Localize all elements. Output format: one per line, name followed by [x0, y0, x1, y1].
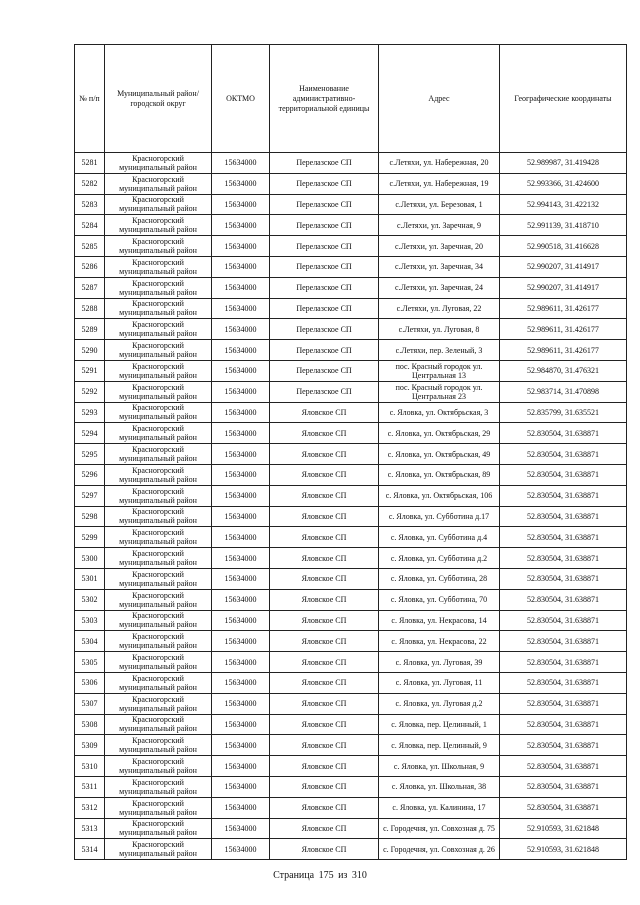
cell-district: Красногорский муниципальный район	[105, 756, 212, 777]
cell-address: пос. Красный городок ул. Центральная 23	[379, 381, 500, 402]
cell-unit: Перелазское СП	[270, 277, 379, 298]
cell-district: Красногорский муниципальный район	[105, 589, 212, 610]
cell-address: с. Яловка, ул. Луговая д.2	[379, 693, 500, 714]
cell-unit: Яловское СП	[270, 610, 379, 631]
cell-district: Красногорский муниципальный район	[105, 444, 212, 465]
page-current: 175	[318, 870, 334, 881]
table-row	[75, 485, 627, 506]
cell-geo: 52.830504, 31.638871	[500, 714, 627, 735]
of-word: из	[338, 870, 348, 881]
table-row	[75, 527, 627, 548]
table-row	[75, 381, 627, 402]
cell-oktmo: 15634000	[212, 672, 270, 693]
cell-oktmo: 15634000	[212, 631, 270, 652]
cell-geo: 52.830504, 31.638871	[500, 735, 627, 756]
cell-num: 5300	[75, 548, 105, 569]
cell-address: с. Яловка, ул. Некрасова, 14	[379, 610, 500, 631]
cell-num: 5294	[75, 423, 105, 444]
cell-num: 5291	[75, 360, 105, 381]
cell-oktmo: 15634000	[212, 610, 270, 631]
cell-unit: Яловское СП	[270, 444, 379, 465]
cell-address: с. Яловка, ул. Октябрьская, 49	[379, 444, 500, 465]
cell-num: 5310	[75, 756, 105, 777]
cell-unit: Яловское СП	[270, 735, 379, 756]
cell-num: 5285	[75, 236, 105, 257]
cell-unit: Яловское СП	[270, 548, 379, 569]
address-table	[74, 44, 627, 860]
cell-oktmo: 15634000	[212, 797, 270, 818]
cell-num: 5306	[75, 672, 105, 693]
table-row	[75, 776, 627, 797]
cell-address: с. Яловка, пер. Целинный, 9	[379, 735, 500, 756]
cell-oktmo: 15634000	[212, 236, 270, 257]
cell-geo: 52.990207, 31.414917	[500, 256, 627, 277]
cell-geo: 52.993366, 31.424600	[500, 173, 627, 194]
cell-unit: Яловское СП	[270, 506, 379, 527]
cell-district: Красногорский муниципальный район	[105, 423, 212, 444]
cell-num: 5290	[75, 340, 105, 361]
cell-oktmo: 15634000	[212, 485, 270, 506]
cell-num: 5313	[75, 818, 105, 839]
cell-oktmo: 15634000	[212, 381, 270, 402]
cell-geo: 52.989611, 31.426177	[500, 298, 627, 319]
cell-oktmo: 15634000	[212, 756, 270, 777]
cell-oktmo: 15634000	[212, 256, 270, 277]
cell-district: Красногорский муниципальный район	[105, 506, 212, 527]
header-unit: Наименование административно-территориальной единицы	[270, 45, 379, 153]
table-row	[75, 215, 627, 236]
cell-oktmo: 15634000	[212, 340, 270, 361]
cell-geo: 52.984870, 31.476321	[500, 360, 627, 381]
cell-unit: Яловское СП	[270, 485, 379, 506]
cell-unit: Яловское СП	[270, 527, 379, 548]
cell-unit: Перелазское СП	[270, 340, 379, 361]
table-row	[75, 714, 627, 735]
cell-oktmo: 15634000	[212, 776, 270, 797]
cell-address: с.Летяхи, ул. Луговая, 22	[379, 298, 500, 319]
cell-geo: 52.830504, 31.638871	[500, 485, 627, 506]
cell-num: 5305	[75, 652, 105, 673]
cell-geo: 52.830504, 31.638871	[500, 444, 627, 465]
cell-geo: 52.830504, 31.638871	[500, 652, 627, 673]
cell-geo: 52.989611, 31.426177	[500, 319, 627, 340]
cell-district: Красногорский муниципальный район	[105, 652, 212, 673]
cell-district: Красногорский муниципальный район	[105, 153, 212, 174]
cell-geo: 52.830504, 31.638871	[500, 548, 627, 569]
cell-num: 5309	[75, 735, 105, 756]
table-row	[75, 735, 627, 756]
cell-address: с.Летяхи, ул. Заречная, 34	[379, 256, 500, 277]
cell-geo: 52.830504, 31.638871	[500, 797, 627, 818]
table-row	[75, 423, 627, 444]
cell-district: Красногорский муниципальный район	[105, 402, 212, 423]
cell-address: с.Летяхи, ул. Заречная, 20	[379, 236, 500, 257]
cell-district: Красногорский муниципальный район	[105, 464, 212, 485]
table-row	[75, 548, 627, 569]
cell-oktmo: 15634000	[212, 153, 270, 174]
cell-num: 5299	[75, 527, 105, 548]
cell-oktmo: 15634000	[212, 173, 270, 194]
cell-address: с. Яловка, ул. Октябрьская, 3	[379, 402, 500, 423]
cell-unit: Яловское СП	[270, 797, 379, 818]
table-row	[75, 756, 627, 777]
cell-unit: Яловское СП	[270, 693, 379, 714]
table-row	[75, 319, 627, 340]
cell-district: Красногорский муниципальный район	[105, 319, 212, 340]
cell-district: Красногорский муниципальный район	[105, 215, 212, 236]
cell-address: с. Яловка, ул. Субботина д.17	[379, 506, 500, 527]
cell-num: 5296	[75, 464, 105, 485]
cell-oktmo: 15634000	[212, 360, 270, 381]
cell-address: с.Летяхи, ул. Заречная, 9	[379, 215, 500, 236]
table-row	[75, 568, 627, 589]
cell-district: Красногорский муниципальный район	[105, 568, 212, 589]
table-row	[75, 360, 627, 381]
cell-unit: Яловское СП	[270, 631, 379, 652]
cell-geo: 52.991139, 31.418710	[500, 215, 627, 236]
cell-num: 5283	[75, 194, 105, 215]
table-row	[75, 256, 627, 277]
cell-district: Красногорский муниципальный район	[105, 776, 212, 797]
table-row	[75, 693, 627, 714]
cell-geo: 52.989987, 31.419428	[500, 153, 627, 174]
cell-district: Красногорский муниципальный район	[105, 277, 212, 298]
cell-oktmo: 15634000	[212, 215, 270, 236]
cell-district: Красногорский муниципальный район	[105, 236, 212, 257]
cell-oktmo: 15634000	[212, 277, 270, 298]
cell-unit: Перелазское СП	[270, 319, 379, 340]
cell-unit: Яловское СП	[270, 756, 379, 777]
cell-num: 5284	[75, 215, 105, 236]
table-row	[75, 631, 627, 652]
cell-oktmo: 15634000	[212, 464, 270, 485]
cell-geo: 52.830504, 31.638871	[500, 423, 627, 444]
cell-geo: 52.990518, 31.416628	[500, 236, 627, 257]
cell-geo: 52.989611, 31.426177	[500, 340, 627, 361]
cell-oktmo: 15634000	[212, 194, 270, 215]
cell-unit: Перелазское СП	[270, 236, 379, 257]
header-address: Адрес	[379, 45, 500, 153]
table-row	[75, 672, 627, 693]
cell-address: с. Яловка, ул. Калинина, 17	[379, 797, 500, 818]
cell-address: с.Летяхи, ул. Набережная, 20	[379, 153, 500, 174]
cell-geo: 52.830504, 31.638871	[500, 589, 627, 610]
cell-oktmo: 15634000	[212, 506, 270, 527]
cell-district: Красногорский муниципальный район	[105, 735, 212, 756]
table-row	[75, 444, 627, 465]
cell-oktmo: 15634000	[212, 423, 270, 444]
cell-num: 5282	[75, 173, 105, 194]
cell-unit: Яловское СП	[270, 568, 379, 589]
cell-address: с. Яловка, ул. Октябрьская, 89	[379, 464, 500, 485]
table-row	[75, 340, 627, 361]
cell-district: Красногорский муниципальный район	[105, 194, 212, 215]
cell-unit: Яловское СП	[270, 672, 379, 693]
cell-address: с. Яловка, ул. Школьная, 38	[379, 776, 500, 797]
cell-num: 5286	[75, 256, 105, 277]
cell-oktmo: 15634000	[212, 548, 270, 569]
table-body	[75, 153, 627, 860]
page-total: 310	[351, 870, 367, 881]
cell-num: 5293	[75, 402, 105, 423]
cell-address: пос. Красный городок ул. Центральная 13	[379, 360, 500, 381]
cell-district: Красногорский муниципальный район	[105, 298, 212, 319]
cell-district: Красногорский муниципальный район	[105, 485, 212, 506]
cell-oktmo: 15634000	[212, 527, 270, 548]
cell-unit: Яловское СП	[270, 652, 379, 673]
cell-oktmo: 15634000	[212, 402, 270, 423]
cell-num: 5289	[75, 319, 105, 340]
cell-oktmo: 15634000	[212, 818, 270, 839]
table-row	[75, 589, 627, 610]
cell-num: 5287	[75, 277, 105, 298]
cell-address: с. Яловка, ул. Октябрьская, 106	[379, 485, 500, 506]
cell-district: Красногорский муниципальный район	[105, 631, 212, 652]
cell-oktmo: 15634000	[212, 568, 270, 589]
cell-district: Красногорский муниципальный район	[105, 173, 212, 194]
cell-address: с.Летяхи, пер. Зеленый, 3	[379, 340, 500, 361]
table-header-row	[75, 45, 627, 153]
cell-district: Красногорский муниципальный район	[105, 360, 212, 381]
table-row	[75, 464, 627, 485]
cell-oktmo: 15634000	[212, 693, 270, 714]
cell-address: с. Яловка, ул. Октябрьская, 29	[379, 423, 500, 444]
cell-unit: Яловское СП	[270, 776, 379, 797]
table-row	[75, 610, 627, 631]
header-num: № п/п	[75, 45, 105, 153]
cell-address: с. Городечня, ул. Совхозная д. 26	[379, 839, 500, 860]
cell-num: 5312	[75, 797, 105, 818]
table-row	[75, 797, 627, 818]
cell-geo: 52.830504, 31.638871	[500, 610, 627, 631]
cell-address: с.Летяхи, ул. Луговая, 8	[379, 319, 500, 340]
cell-unit: Перелазское СП	[270, 381, 379, 402]
cell-oktmo: 15634000	[212, 589, 270, 610]
cell-geo: 52.830504, 31.638871	[500, 672, 627, 693]
cell-unit: Яловское СП	[270, 818, 379, 839]
cell-district: Красногорский муниципальный район	[105, 693, 212, 714]
cell-num: 5303	[75, 610, 105, 631]
cell-oktmo: 15634000	[212, 652, 270, 673]
cell-geo: 52.983714, 31.470898	[500, 381, 627, 402]
cell-address: с. Яловка, ул. Субботина, 28	[379, 568, 500, 589]
cell-unit: Яловское СП	[270, 714, 379, 735]
cell-district: Красногорский муниципальный район	[105, 714, 212, 735]
cell-address: с. Яловка, ул. Луговая, 11	[379, 672, 500, 693]
cell-geo: 52.830504, 31.638871	[500, 693, 627, 714]
header-oktmo: ОКТМО	[212, 45, 270, 153]
cell-district: Красногорский муниципальный район	[105, 839, 212, 860]
cell-unit: Яловское СП	[270, 589, 379, 610]
table-row	[75, 153, 627, 174]
table-row	[75, 506, 627, 527]
cell-oktmo: 15634000	[212, 298, 270, 319]
cell-address: с. Яловка, ул. Субботина, 70	[379, 589, 500, 610]
cell-oktmo: 15634000	[212, 735, 270, 756]
cell-district: Красногорский муниципальный район	[105, 548, 212, 569]
table-row	[75, 839, 627, 860]
cell-district: Красногорский муниципальный район	[105, 818, 212, 839]
cell-unit: Яловское СП	[270, 839, 379, 860]
cell-num: 5298	[75, 506, 105, 527]
cell-address: с. Яловка, ул. Школьная, 9	[379, 756, 500, 777]
table-row	[75, 652, 627, 673]
cell-num: 5311	[75, 776, 105, 797]
cell-district: Красногорский муниципальный район	[105, 527, 212, 548]
cell-geo: 52.830504, 31.638871	[500, 464, 627, 485]
cell-unit: Перелазское СП	[270, 215, 379, 236]
cell-oktmo: 15634000	[212, 714, 270, 735]
header-geo: Географические координаты	[500, 45, 627, 153]
cell-geo: 52.835799, 31.635521	[500, 402, 627, 423]
cell-address: с. Городечня, ул. Совхозная д. 75	[379, 818, 500, 839]
cell-unit: Перелазское СП	[270, 173, 379, 194]
cell-geo: 52.910593, 31.621848	[500, 839, 627, 860]
page-footer	[0, 870, 640, 881]
cell-address: с.Летяхи, ул. Березовая, 1	[379, 194, 500, 215]
cell-address: с.Летяхи, ул. Заречная, 24	[379, 277, 500, 298]
cell-oktmo: 15634000	[212, 319, 270, 340]
cell-geo: 52.830504, 31.638871	[500, 776, 627, 797]
cell-address: с. Яловка, ул. Субботина д.4	[379, 527, 500, 548]
cell-geo: 52.830504, 31.638871	[500, 506, 627, 527]
cell-address: с. Яловка, ул. Некрасова, 22	[379, 631, 500, 652]
cell-district: Красногорский муниципальный район	[105, 797, 212, 818]
cell-oktmo: 15634000	[212, 444, 270, 465]
address-table-sheet	[74, 44, 620, 860]
cell-district: Красногорский муниципальный район	[105, 610, 212, 631]
table-row	[75, 818, 627, 839]
cell-geo: 52.830504, 31.638871	[500, 568, 627, 589]
cell-district: Красногорский муниципальный район	[105, 340, 212, 361]
cell-num: 5314	[75, 839, 105, 860]
cell-geo: 52.994143, 31.422132	[500, 194, 627, 215]
cell-num: 5297	[75, 485, 105, 506]
cell-num: 5308	[75, 714, 105, 735]
cell-unit: Яловское СП	[270, 423, 379, 444]
cell-num: 5301	[75, 568, 105, 589]
cell-unit: Перелазское СП	[270, 360, 379, 381]
table-row	[75, 298, 627, 319]
cell-unit: Яловское СП	[270, 402, 379, 423]
table-row	[75, 194, 627, 215]
cell-num: 5281	[75, 153, 105, 174]
cell-geo: 52.830504, 31.638871	[500, 631, 627, 652]
cell-unit: Перелазское СП	[270, 298, 379, 319]
cell-num: 5288	[75, 298, 105, 319]
table-row	[75, 402, 627, 423]
table-row	[75, 277, 627, 298]
cell-num: 5304	[75, 631, 105, 652]
cell-district: Красногорский муниципальный район	[105, 381, 212, 402]
cell-unit: Яловское СП	[270, 464, 379, 485]
cell-district: Красногорский муниципальный район	[105, 672, 212, 693]
cell-oktmo: 15634000	[212, 839, 270, 860]
page-word: Страница	[273, 870, 315, 881]
cell-geo: 52.910593, 31.621848	[500, 818, 627, 839]
cell-unit: Перелазское СП	[270, 256, 379, 277]
cell-num: 5295	[75, 444, 105, 465]
cell-geo: 52.990207, 31.414917	[500, 277, 627, 298]
cell-unit: Перелазское СП	[270, 153, 379, 174]
cell-num: 5307	[75, 693, 105, 714]
cell-unit: Перелазское СП	[270, 194, 379, 215]
cell-address: с. Яловка, ул. Субботина д.2	[379, 548, 500, 569]
cell-geo: 52.830504, 31.638871	[500, 756, 627, 777]
cell-address: с. Яловка, пер. Целинный, 1	[379, 714, 500, 735]
table-row	[75, 173, 627, 194]
cell-geo: 52.830504, 31.638871	[500, 527, 627, 548]
header-district: Муниципальный район/городской округ	[105, 45, 212, 153]
cell-num: 5302	[75, 589, 105, 610]
cell-num: 5292	[75, 381, 105, 402]
table-row	[75, 236, 627, 257]
cell-address: с.Летяхи, ул. Набережная, 19	[379, 173, 500, 194]
cell-address: с. Яловка, ул. Луговая, 39	[379, 652, 500, 673]
cell-district: Красногорский муниципальный район	[105, 256, 212, 277]
